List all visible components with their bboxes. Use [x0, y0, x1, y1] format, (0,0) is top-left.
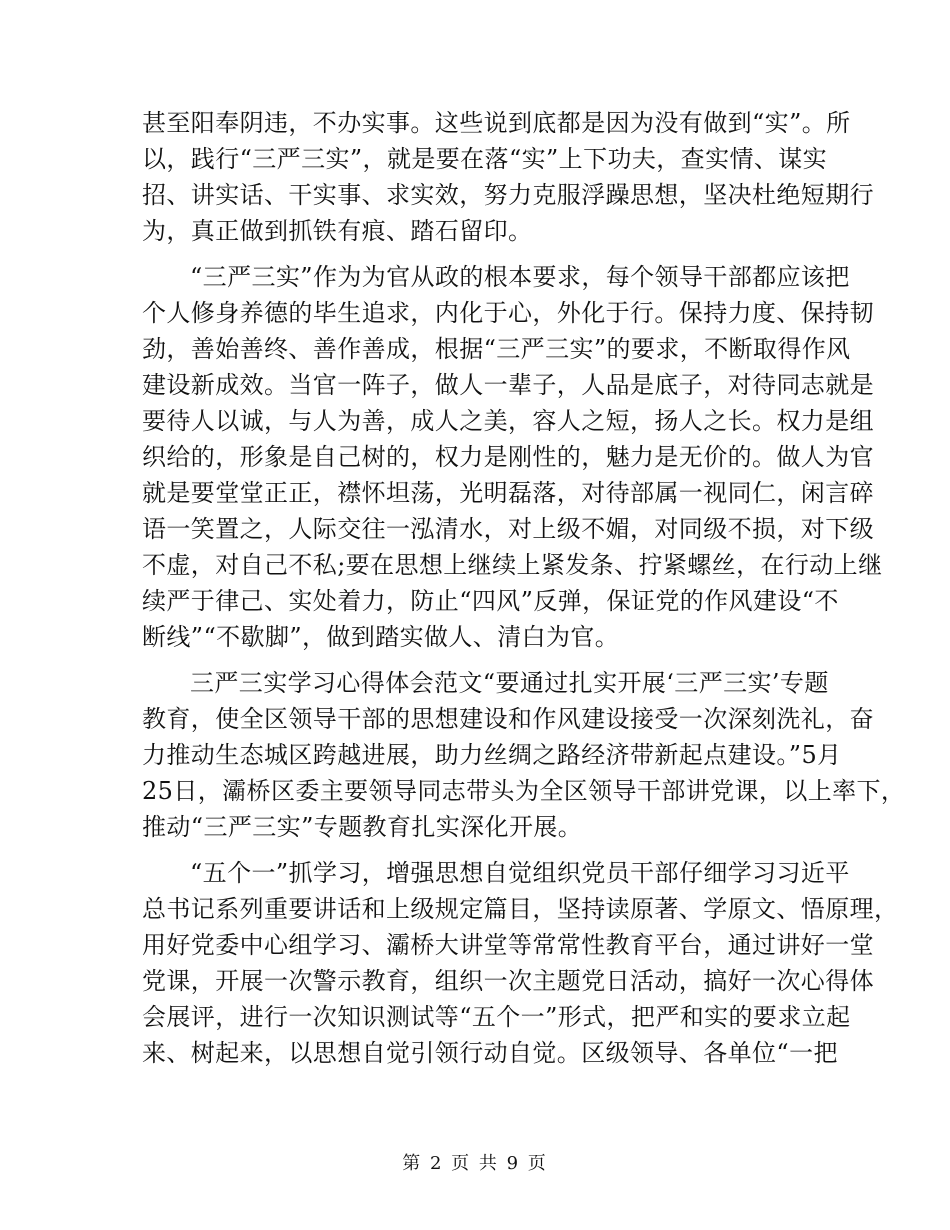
text-line: 党课，开展一次警示教育，组织一次主题党日活动，搞好一次心得体	[142, 967, 874, 995]
text-line: 会展评，进行一次知识测试等“五个一”形式，把严和实的要求立起	[142, 1003, 851, 1031]
text-line: 以，践行“三严三实”，就是要在落“实”上下功夫，查实情、谋实	[142, 145, 828, 173]
text-line: 断线”“不歇脚”，做到踏实做人、清白为官。	[142, 623, 620, 651]
text-line: 用好党委中心组学习、灞桥大讲堂等常常性教育平台，通过讲好一堂	[142, 931, 874, 959]
text-line: 建设新成效。当官一阵子，做人一辈子，人品是底子，对待同志就是	[142, 371, 874, 399]
text-line: 要待人以诚，与人为善，成人之美，容人之短，扬人之长。权力是组	[142, 407, 874, 435]
text-line: 教育，使全区领导干部的思想建设和作风建设接受一次深刻洗礼，奋	[142, 705, 874, 733]
paragraph-first-line: 三严三实学习心得体会范文“要通过扎实开展‘三严三实’专题	[190, 669, 829, 697]
text-line: 总书记系列重要讲话和上级规定篇目，坚持读原著、学原文、悟原理，	[142, 895, 899, 923]
text-line: 推动“三严三实”专题教育扎实深化开展。	[142, 813, 583, 841]
text-line: 力推动生态城区跨越进展，助力丝绸之路经济带新起点建设。”5月	[142, 741, 842, 769]
paragraph-first-line: “三严三实”作为为官从政的根本要求，每个领导干部都应该把	[190, 263, 850, 291]
paragraph-first-line: “五个一”抓学习，增强思想自觉组织党员干部仔细学习习近平	[190, 859, 850, 887]
text-line: 续严于律己、实处着力，防止“四风”反弹，保证党的作风建设“不	[142, 587, 839, 615]
text-line: 织给的，形象是自己树的，权力是刚性的，魅力是无价的。做人为官	[142, 443, 874, 471]
text-line: 劲，善始善终、善作善成，根据“三严三实”的要求，不断取得作风	[142, 335, 851, 363]
text-line: 就是要堂堂正正，襟怀坦荡，光明磊落，对待部属一视同仁，闲言碎	[142, 479, 874, 507]
page-number-footer: 第 2 页 共 9 页	[402, 1153, 548, 1174]
text-line: 个人修身养德的毕生追求，内化于心，外化于行。保持力度、保持韧	[142, 299, 874, 327]
text-line: 招、讲实话、干实事、求实效，努力克服浮躁思想，坚决杜绝短期行	[142, 181, 874, 209]
text-line: 语一笑置之，人际交往一泓清水，对上级不媚，对同级不损，对下级	[142, 515, 874, 543]
text-line: 为，真正做到抓铁有痕、踏石留印。	[142, 217, 533, 245]
text-line: 甚至阳奉阴违，不办实事。这些说到底都是因为没有做到“实”。所	[142, 109, 851, 137]
text-line: 来、树起来，以思想自觉引领行动自觉。区级领导、各单位“一把	[142, 1039, 838, 1067]
text-line: 25日，灞桥区委主要领导同志带头为全区领导干部讲党课，以上率下，	[142, 777, 906, 805]
text-line: 不虚，对自己不私;要在思想上继续上紧发条、拧紧螺丝，在行动上继	[142, 551, 883, 579]
